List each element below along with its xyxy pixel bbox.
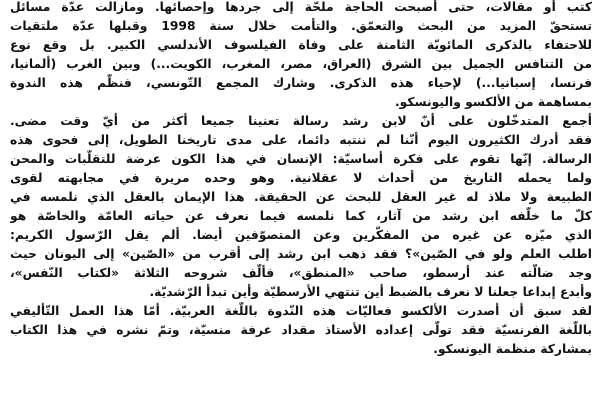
text-line: بمساهمة من الألكسو واليونسكو. <box>395 95 592 109</box>
paragraph-intro <box>10 0 592 112</box>
text-line: للاحتفاء بالذكرى المائويّة الثامنة على وفاة الفيلسوف الأندلسي الكبير. بل وقع نوع <box>10 38 592 52</box>
text-line: ولما يحمله التاريخ من أحداث لا عقلانية. وهو وحده مريرة في مجابهته لقوى <box>10 171 592 185</box>
text-line: لقد سبق أن أصدرت الألكسو فعاليّات هذه النّدوة باللّغة العربيّة. أمّا هذا العمل التّأليفي <box>10 304 592 318</box>
text-line: الطبيعة ولا ملاذ له غير العقل للبحث عن الحقيقة. هذا الإيمان بالعقل الذي نلمسه في <box>10 190 592 204</box>
text-line: باللّغة الفرنسيّة فقد تولّى إعداده الأستاذ مقداد عرفة منسيّة، وتمّ نشره في هذا الكتاب <box>10 323 592 337</box>
paragraph-message <box>10 112 592 302</box>
text-line: بمشاركة منظمة اليونسكو. <box>433 342 592 356</box>
text-line: اطلب العلم ولو في الصّين»؟ فقد ذهب ابن رشد إلى أقرب من «الصّين» إلى اليونان حيث <box>10 247 592 261</box>
text-line: كلّ ما خلّفه ابن رشد من آثار، كما نلمسه فيما نعرف عن حياته العامّة والخاصّة هو <box>10 209 592 223</box>
text-line: تستحقّ المزيد من البحث والتعمّق. والتأمت خلال سنة 1998 وقبلها عدّة ملتقيات <box>10 19 592 33</box>
paragraph-publication <box>10 302 592 359</box>
text-line: الرسالة. إنّها تقوم على فكرة أساسيّة: الإنسان في هذا الكون عرضة للتقلّبات والمحن <box>10 152 592 166</box>
text-line: وجد ضالّته عند أرسطو، صاحب «المنطق»، فألّف شروحه الثلاثة «لكتاب النّفس»، <box>10 266 592 280</box>
text-line: فرنسا، إسبانيا...) لإحياء هذه الذكرى. وشارك المجمع التّونسي، فنظّم هذه الندوة <box>10 76 592 90</box>
text-line: من التنافس الجميل بين الشرق (العراق، مصر، المغرب، الكويت...) وبين الغرب (ألمانيا، <box>10 57 592 71</box>
text-line: فقد أدرك الكثيرون اليوم أنّنا لم ننتبه دائما، على مدى تاريخنا الطويل، إلى فحوى هذه <box>10 133 592 147</box>
text-line: الذي ميّزه عن غيره من المفكّرين وعن المتصوّفين أيضا. ألم يقل الرّسول الكريم: <box>10 228 592 242</box>
text-line: كتب أو مقالات، حتى أصبحت الحاجة ملحّة إلى جردها وإحصائها. ومازالت عدّة مسائل <box>10 0 592 14</box>
text-line: أجمع المتدخّلون على أنّ لابن رشد رسالة تعنينا جميعا أكثر من أيّ وقت مضى. <box>10 114 592 128</box>
text-line: وأبدع إبداعا جعلنا لا نعرف بالضبط أين تنتهي الأرسطيّة وأين تبدأ الرّشديّة. <box>149 285 592 299</box>
